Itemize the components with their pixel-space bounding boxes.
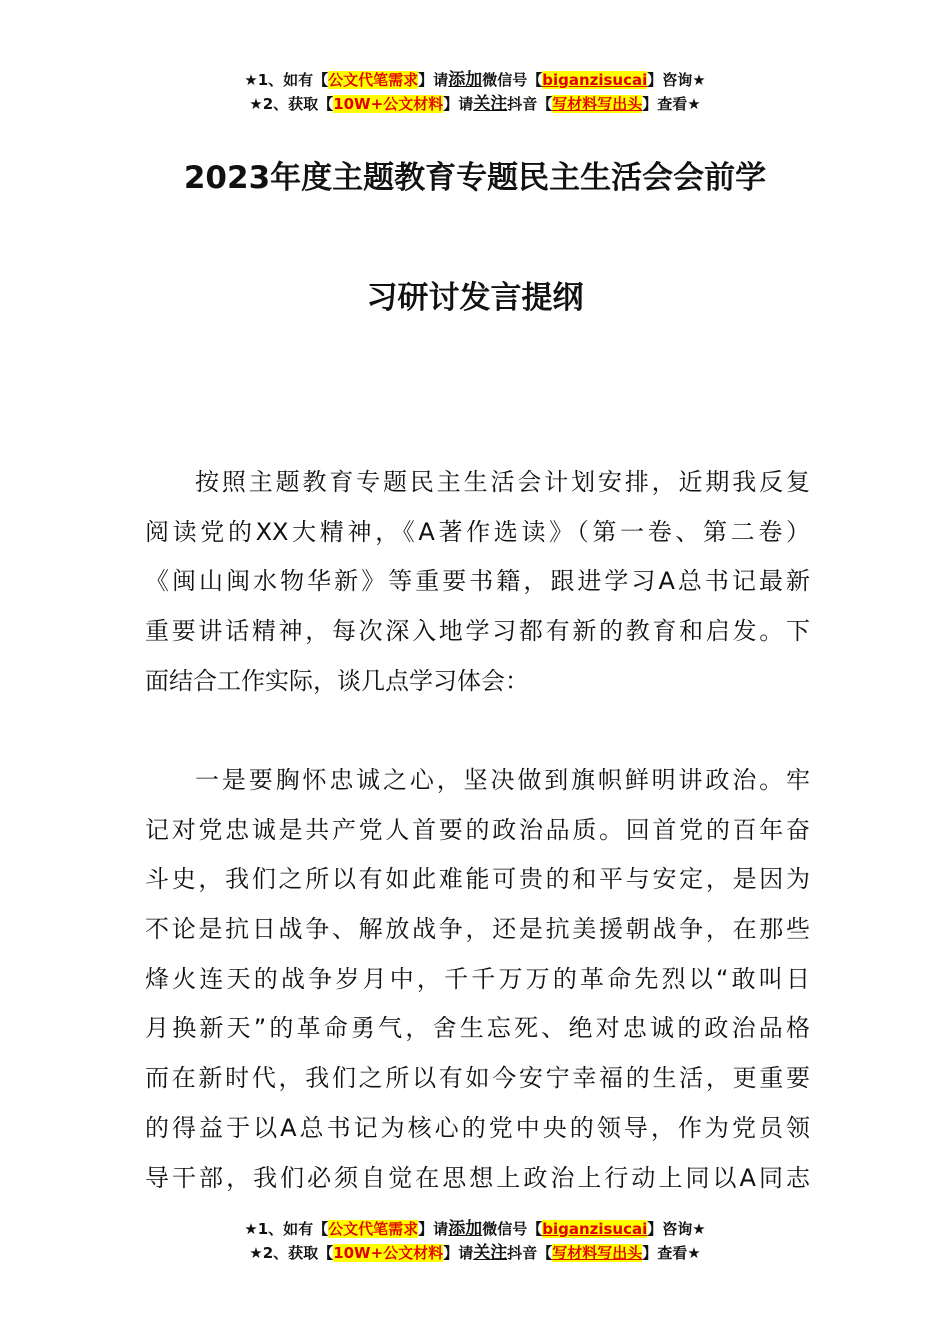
banner-text: 】请 [418,1220,449,1238]
banner-text: 】请 [418,71,449,89]
document-title-line-1: 2023年度主题教育专题民主生活会会前学 [183,160,767,196]
text-line: 月换新天”的革命勇气，舍生忘死、绝对忠诚的政治品格 [145,1014,810,1043]
banner-line-1 [0,1217,950,1241]
text-line: 阅读党的XX大精神，《A著作选读》（第一卷、第二卷） [145,517,810,546]
text-line: 面结合工作实际，谈几点学习体会： [145,666,529,695]
banner-text: 】咨询★ [647,71,706,89]
banner-text: 】查看★ [642,1244,701,1262]
paragraph-intro [145,458,810,706]
banner-line-1 [0,68,950,92]
text-line: 《闽山闽水物华新》等重要书籍，跟进学习A总书记最新 [145,567,810,596]
banner-text: 】咨询★ [647,1220,706,1238]
highlight-service: 公文代笔需求 [328,71,419,89]
douyin-account-link[interactable]: 写材料写出头 [552,1244,643,1262]
banner-line-2 [0,92,950,116]
banner-text: 】请 [443,95,474,113]
banner-text: 微信号【 [482,1220,543,1238]
highlight-materials: 10W+公文材料 [333,95,444,113]
wechat-id-link[interactable]: biganzisucai [542,1220,648,1238]
document-title-line-2: 习研讨发言提纲 [366,280,584,316]
header-banner [0,68,950,116]
banner-text: 】查看★ [642,95,701,113]
banner-emphasis: 添加 [448,70,483,90]
text-line: 一是要胸怀忠诚之心，坚决做到旗帜鲜明讲政治。牢 [195,766,810,794]
banner-text: 微信号【 [482,71,543,89]
text-line: 烽火连天的战争岁月中，千千万万的革命先烈以“敢叫日 [145,964,810,993]
banner-text: 抖音【 [507,95,553,113]
text-line: 不论是抗日战争、解放战争，还是抗美援朝战争，在那些 [145,915,810,944]
text-line: 记对党忠诚是共产党人首要的政治品质。回首党的百年奋 [145,815,810,844]
banner-line-2 [0,1241,950,1265]
text-line: 按照主题教育专题民主生活会计划安排，近期我反复 [195,468,810,496]
banner-text: ★2、获取【 [249,95,334,113]
footer-banner [0,1217,950,1265]
text-line: 重要讲话精神，每次深入地学习都有新的教育和启发。下 [145,617,810,646]
text-line: 斗史，我们之所以有如此难能可贵的和平与安定，是因为 [145,865,810,894]
banner-text: ★1、如有【 [244,1220,329,1238]
banner-text: 抖音【 [507,1244,553,1262]
text-line: 而在新时代，我们之所以有如今安宁幸福的生活，更重要 [145,1064,810,1093]
wechat-id-link[interactable]: biganzisucai [542,71,648,89]
banner-text: 】请 [443,1244,474,1262]
banner-text: ★1、如有【 [244,71,329,89]
douyin-account-link[interactable]: 写材料写出头 [552,95,643,113]
text-line: 导干部，我们必须自觉在思想上政治上行动上同以A同志 [145,1163,810,1192]
banner-text: ★2、获取【 [249,1244,334,1262]
highlight-materials: 10W+公文材料 [333,1244,444,1262]
banner-emphasis: 关注 [473,1243,508,1263]
highlight-service: 公文代笔需求 [328,1220,419,1238]
banner-emphasis: 关注 [473,94,508,114]
text-line: 的得益于以A总书记为核心的党中央的领导，作为党员领 [145,1113,810,1142]
paragraph-point-one [145,756,810,1203]
banner-emphasis: 添加 [448,1219,483,1239]
